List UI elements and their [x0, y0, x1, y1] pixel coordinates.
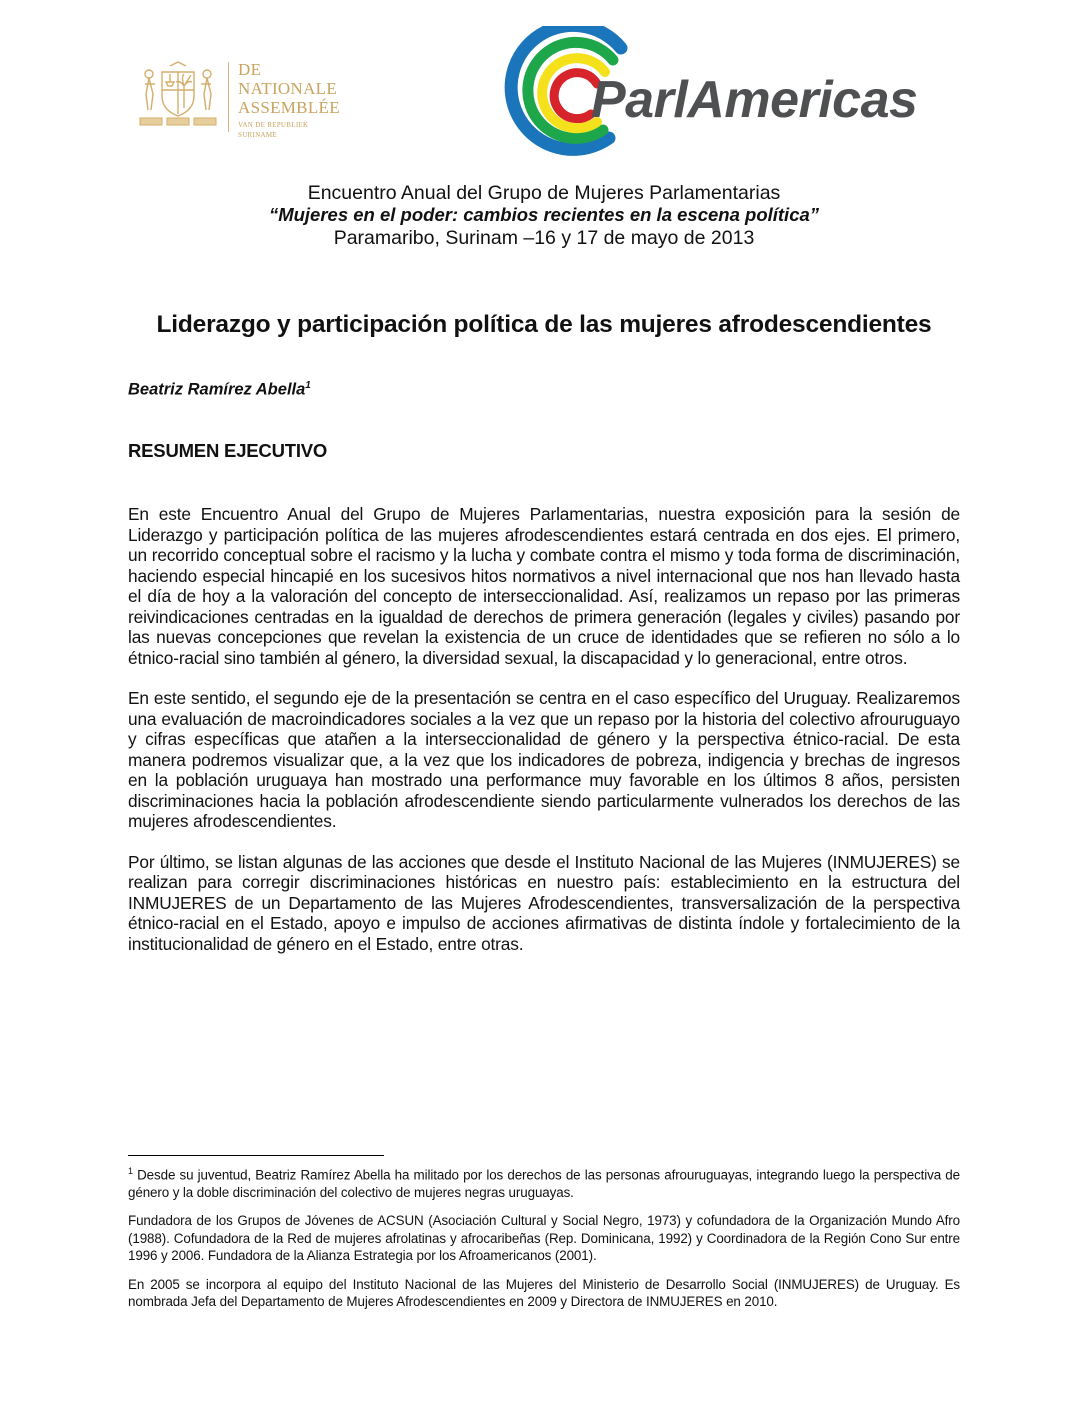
author — [128, 380, 311, 400]
conference-theme: “Mujeres en el poder: cambios recientes en la escena política” — [268, 204, 820, 225]
body-paragraph-3: Por último, se listan algunas de las acciones que desde el Instituto Nacional de las Mujeres (INMUJERES) se realizan para corregir discriminaciones históricas en nuestro país: establecimiento en la estructura del INMUJERES de un Departamento de las Mujeres Afrodescendientes, transversalización de la perspectiva étnico-racial en el Estado, apoyo e impulso de acciones afirmativas de distinta índole y fortalecimiento de la institucionalidad de género en el Estado, entre otras. — [128, 851, 960, 954]
assembly-line-1: DE — [238, 60, 262, 79]
assembly-wordmark — [238, 60, 346, 140]
footnote-3: En 2005 se incorpora al equipo del Instituto Nacional de las Mujeres del Ministerio de Desarrollo Social (INMUJERES) de Uruguay. Es nombrada Jefa del Departamento de Mujeres Afrodescendientes en 2009 y Directora de INMUJERES en 2010. — [128, 1276, 960, 1310]
footnote-rule — [128, 1155, 384, 1156]
parlamericas-logo — [497, 26, 967, 156]
national-assembly-logo — [136, 60, 346, 139]
footnote-1 — [128, 1163, 960, 1201]
body-paragraph-1: En este Encuentro Anual del Grupo de Mujeres Parlamentarias, nuestra exposición para la sesión de Liderazgo y participación política de las mujeres afrodescendientes estará centrada en dos ejes. El primero, un recorrido conceptual sobre el racismo y la lucha y combate contra el mismo y toda forma de discriminación, haciendo especial hincapié en los sucesivos hitos normativos a nivel internacional que nos han llevado hasta el día de hoy a la valoración del concepto de interseccionalidad. Así, realizamos un repaso por las primeras reivindicaciones centradas en la igualdad de derechos de primera generación (legales y civiles) pasando por las nuevas concepciones que revelan la existencia de un cruce de identidades que se refieren no sólo a lo étnico-racial sino también al género, la diversidad sexual, la discapacidad y lo generacional, entre otros. — [128, 504, 960, 668]
document-title: Liderazgo y participación política de las mujeres afrodescendientes — [156, 311, 932, 338]
footnote-1-text: Desde su juventud, Beatriz Ramírez Abella ha militado por los derechos de las personas afrouruguayas, integrando luego la perspectiva de género y la doble discriminación del colectivo de mujeres negras uruguayas. — [128, 1167, 960, 1200]
footnotes — [128, 1163, 960, 1322]
conference-title: Encuentro Anual del Grupo de Mujeres Parlamentarias — [307, 182, 781, 204]
conference-place-date: Paramaribo, Surinam –16 y 17 de mayo de 2013 — [333, 227, 755, 249]
footnote-mark: 1 — [128, 1166, 133, 1176]
assembly-line-2: NATIONALE — [238, 79, 338, 98]
logo-divider — [228, 62, 229, 132]
section-heading: RESUMEN EJECUTIVO — [128, 440, 328, 461]
document-body — [128, 504, 960, 974]
parlamericas-wordmark: ParlAmericas — [591, 71, 918, 129]
body-paragraph-2: En este sentido, el segundo eje de la presentación se centra en el caso específico del Uruguay. Realizaremos una evaluación de macroindicadores sociales a la vez que un repaso por la historia del colectivo afrouruguayo y cifras específicas que atañen a la interseccionalidad de género y la perspectiva étnico-racial. De esta manera podremos visualizar que, a la vez que los indicadores de pobreza, indigencia y brechas de ingresos en la población uruguaya han mostrado una performance muy favorable en los últimos 8 años, persisten discriminaciones hacia la población afrodescendiente siendo particularmente vulnerados los derechos de las mujeres afrodescendientes. — [128, 688, 960, 831]
author-name: Beatriz Ramírez Abella — [128, 380, 306, 399]
assembly-line-3: ASSEMBLÉE — [238, 98, 340, 117]
assembly-subtitle: VAN DE REPUBLIEK SURINAME — [238, 121, 309, 139]
suriname-coat-of-arms-icon — [136, 60, 220, 134]
footnote-2: Fundadora de los Grupos de Jóvenes de ACSUN (Asociación Cultural y Social Negro, 1973) y cofundadora de la Organización Mundo Afro (1988). Cofundadora de la Red de mujeres afrolatinas y afrocaribeñas (Rep. Dominicana, 1992) y Coordinadora de la Región Cono Sur entre 1996 y 2006. Fundadora de la Alianza Estrategia por los Afroamericanos (2001). — [128, 1213, 960, 1264]
author-footnote-mark: 1 — [305, 380, 311, 391]
